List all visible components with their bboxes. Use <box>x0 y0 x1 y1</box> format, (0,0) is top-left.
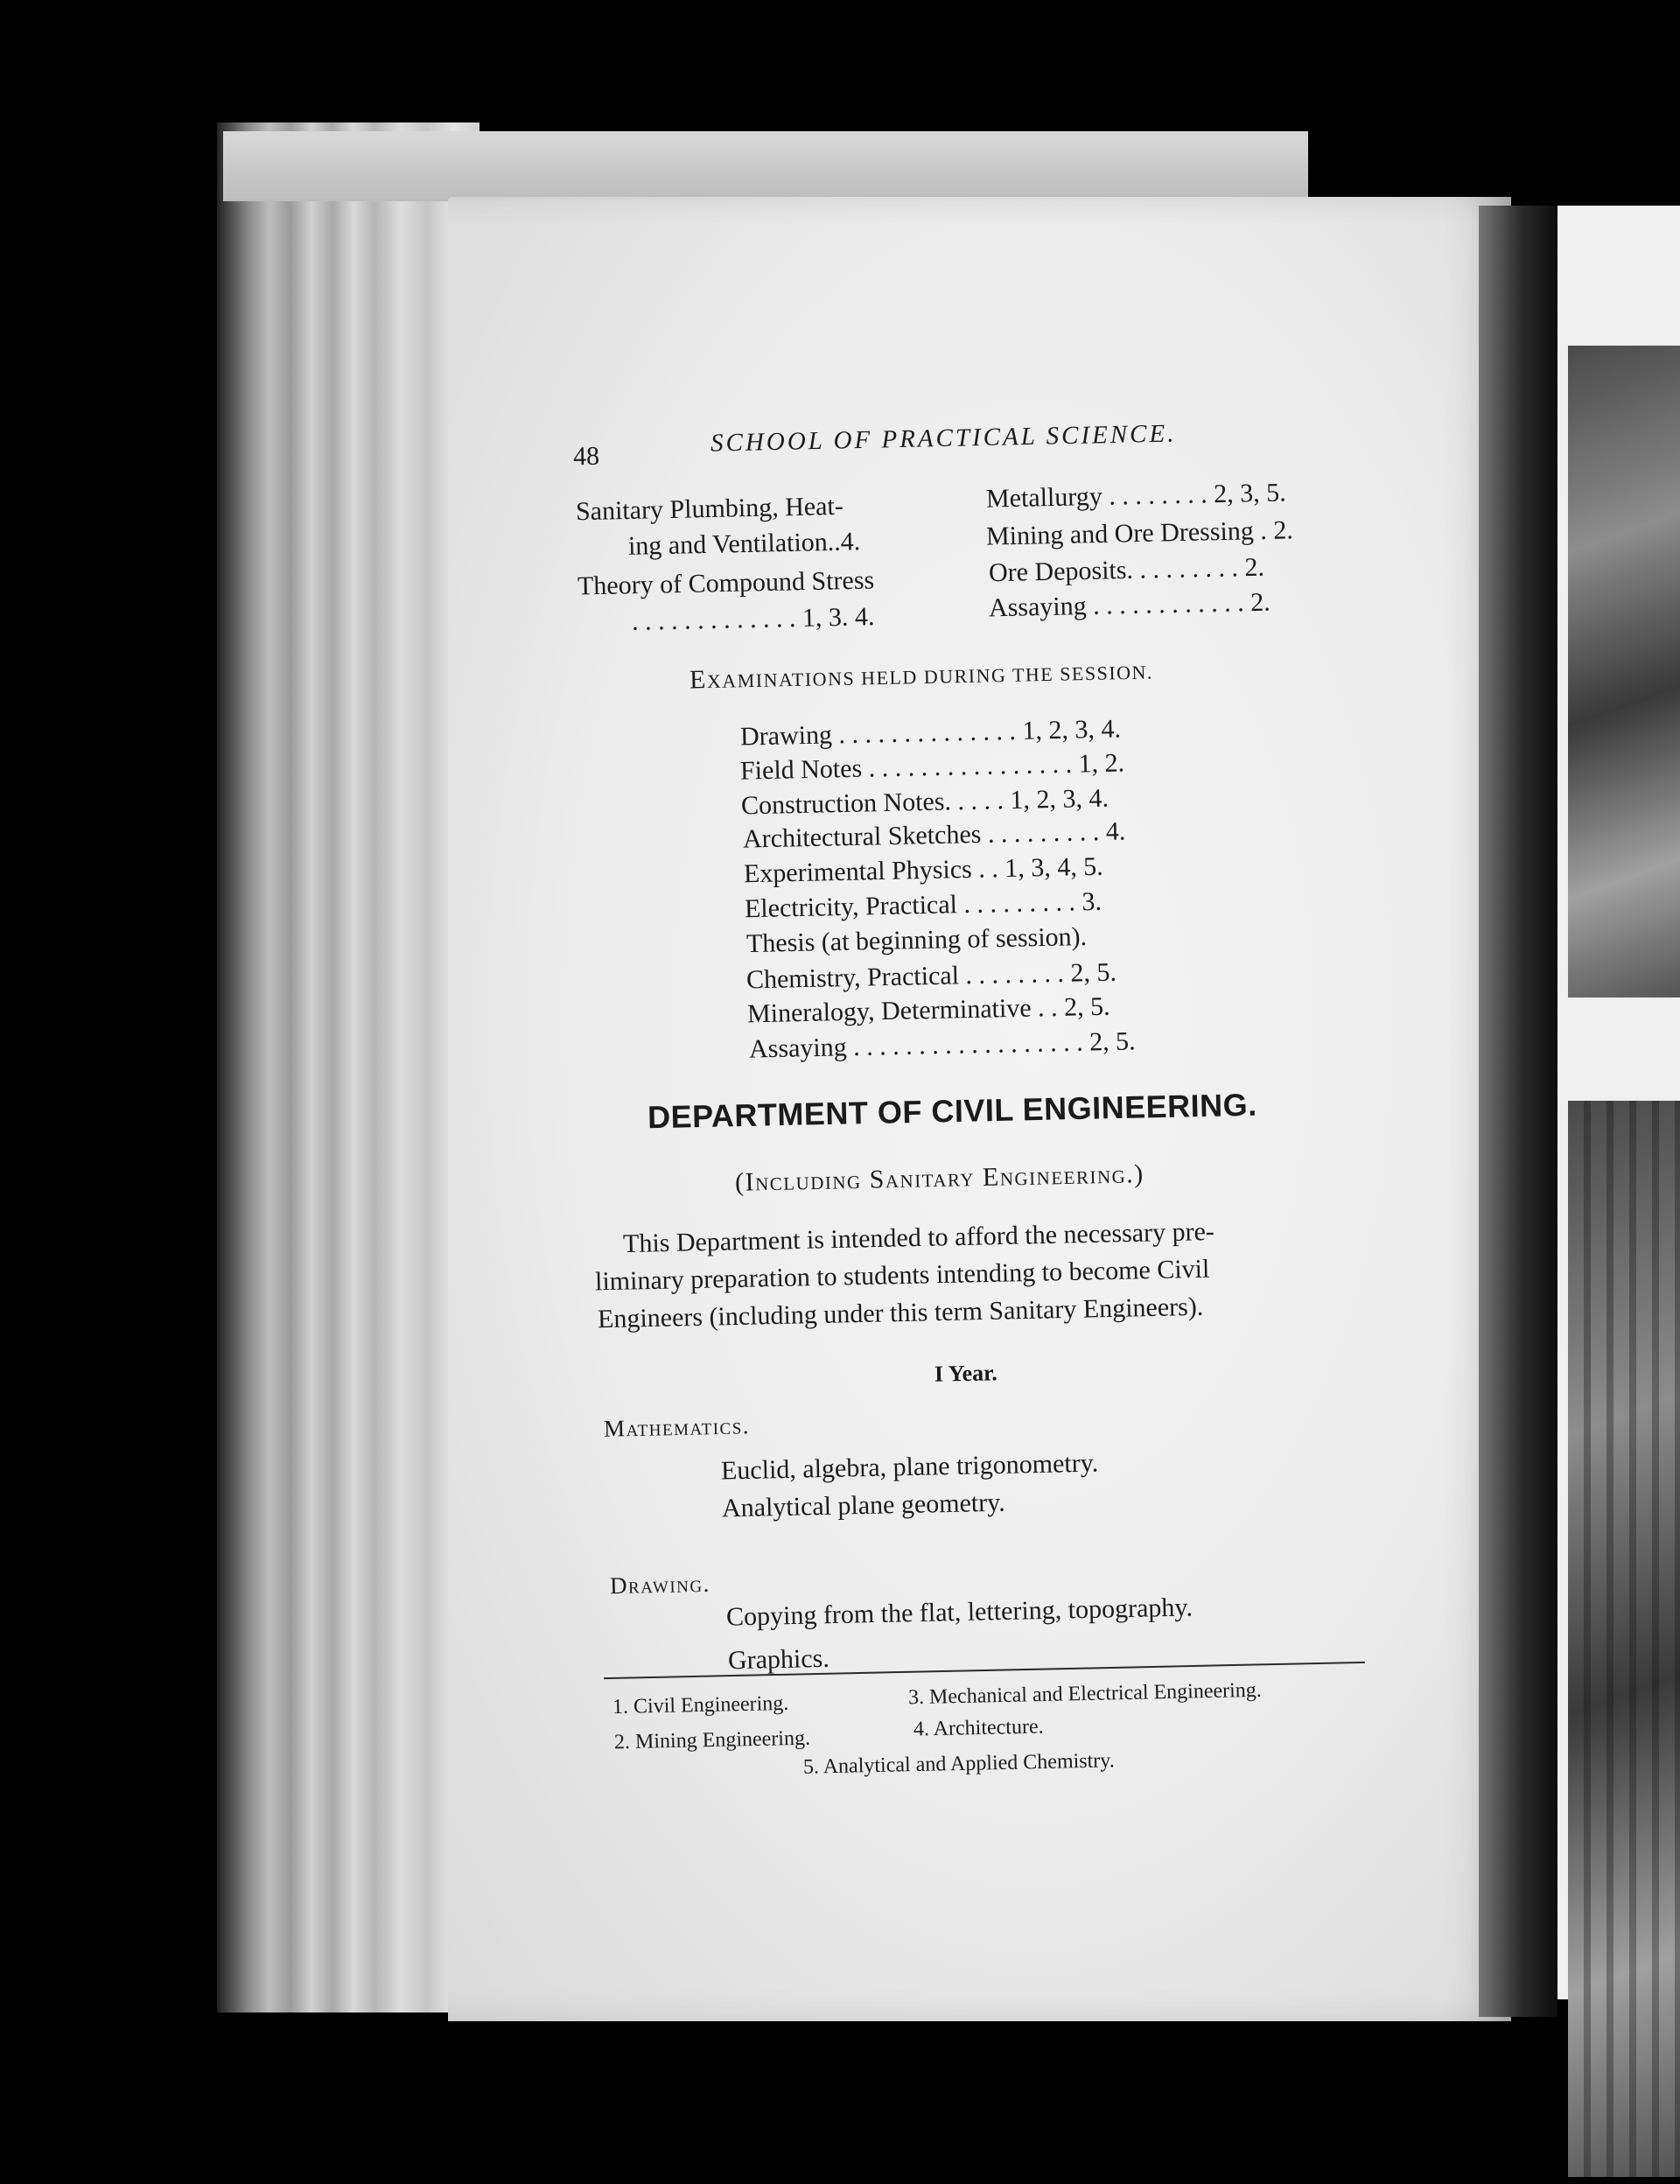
footnote: 5. Analytical and Applied Chemistry. <box>802 1749 1115 1779</box>
page-block-top <box>223 131 1308 201</box>
subject-line: Mining and Ore Dressing . 2. <box>985 515 1294 551</box>
section-heading-drawing: Drawing. <box>609 1570 711 1600</box>
paragraph-line: This Department is intended to afford the necessary pre- <box>622 1216 1215 1259</box>
section-line: Graphics. <box>727 1643 830 1676</box>
department-title: DEPARTMENT OF CIVIL ENGINEERING. <box>647 1086 1258 1136</box>
footnote: 3. Mechanical and Electrical Engineering. <box>907 1678 1263 1710</box>
book-gutter <box>1479 206 1558 2017</box>
subject-line: . . . . . . . . . . . . . 1, 3. 4. <box>631 602 875 636</box>
section-heading-mathematics: Mathematics. <box>603 1412 751 1442</box>
exam-item: Architectural Sketches . . . . . . . . . 4. <box>742 816 1126 854</box>
subject-line: Ore Deposits. . . . . . . . . 2. <box>988 552 1265 588</box>
paragraph-line: liminary preparation to students intending to become Civil <box>594 1254 1210 1297</box>
paragraph-line: Engineers (including under this term Sanitary Engineers). <box>597 1292 1204 1334</box>
facing-page-photo-upper <box>1568 346 1680 998</box>
subject-line: Sanitary Plumbing, Heat- <box>575 491 844 527</box>
footnote: 1. Civil Engineering. <box>612 1691 789 1719</box>
footnote: 2. Mining Engineering. <box>613 1726 811 1754</box>
subject-line: Metallurgy . . . . . . . . 2, 3, 5. <box>985 478 1287 514</box>
exam-item: Mineralogy, Determinative . . 2, 5. <box>746 991 1110 1029</box>
subject-line: Theory of Compound Stress <box>577 565 875 601</box>
footnote: 4. Architecture. <box>913 1715 1044 1741</box>
exam-item: Field Notes . . . . . . . . . . . . . . . . 1, 2. <box>739 748 1125 786</box>
examinations-heading: EXAMINATIONS HELD DURING THE SESSION. <box>689 661 1154 695</box>
exam-item: Electricity, Practical . . . . . . . . . 3. <box>744 886 1102 924</box>
exam-item: Assaying . . . . . . . . . . . . . . . . . . 2, 5. <box>748 1026 1136 1064</box>
subject-line: Assaying . . . . . . . . . . . . 2. <box>988 587 1270 623</box>
section-line: Analytical plane geometry. <box>721 1488 1006 1523</box>
exam-item: Chemistry, Practical . . . . . . . . 2, 5. <box>746 957 1117 995</box>
exam-item: Construction Notes. . . . . 1, 2, 3, 4. <box>740 783 1110 821</box>
facing-page-photo-lower <box>1568 1101 1680 2177</box>
section-line: Euclid, algebra, plane trigonometry. <box>720 1448 1099 1486</box>
department-subtitle: (Including Sanitary Engineering.) <box>734 1159 1145 1197</box>
year-heading: I Year. <box>934 1360 998 1387</box>
running-head: SCHOOL OF PRACTICAL SCIENCE. <box>710 419 1177 458</box>
page-block-edges <box>217 122 480 2012</box>
page-number: 48 <box>572 441 600 472</box>
section-line: Copying from the flat, lettering, topography. <box>725 1592 1194 1632</box>
subject-line: ing and Ventilation..4. <box>627 527 861 561</box>
exam-item: Experimental Physics . . 1, 3, 4, 5. <box>743 851 1104 889</box>
exam-item: Thesis (at beginning of session). <box>746 921 1088 959</box>
exam-item: Drawing . . . . . . . . . . . . . . 1, 2, 3, 4. <box>739 714 1122 752</box>
